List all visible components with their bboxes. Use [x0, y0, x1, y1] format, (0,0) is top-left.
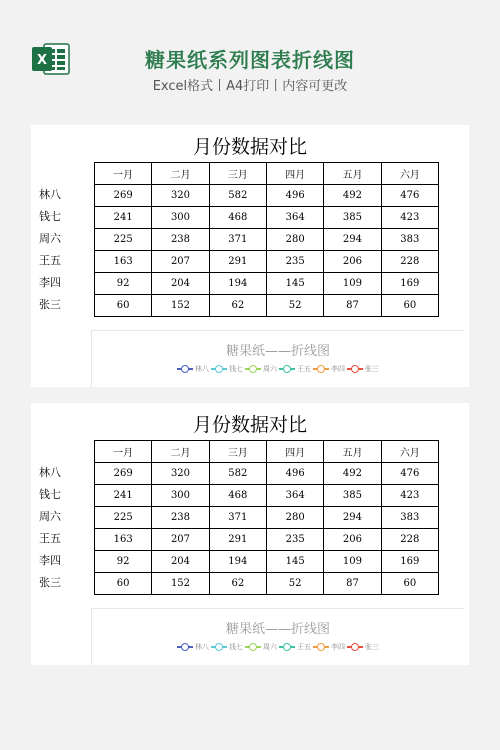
row-label: 王五 — [39, 254, 61, 267]
legend-marker-icon — [245, 646, 261, 648]
month-header: 四月 — [266, 441, 323, 463]
chart-legend — [92, 642, 464, 652]
table-row — [95, 573, 439, 595]
legend-label: 李四 — [331, 643, 345, 651]
table-cell: 228 — [381, 251, 438, 273]
sheet-title: 月份数据对比 — [192, 136, 307, 158]
table-cell: 194 — [209, 551, 266, 573]
page-header — [0, 0, 500, 110]
data-sheet — [31, 403, 469, 665]
table-cell: 228 — [381, 529, 438, 551]
month-header: 六月 — [381, 441, 438, 463]
table-cell: 582 — [209, 185, 266, 207]
legend-marker-icon — [211, 368, 227, 370]
legend-marker-icon — [313, 646, 329, 648]
row-label: 周六 — [39, 232, 61, 245]
table-cell: 300 — [152, 207, 209, 229]
legend-marker-icon — [177, 368, 193, 370]
legend-item — [313, 364, 345, 374]
legend-dot-icon — [249, 643, 257, 651]
table-cell: 204 — [152, 551, 209, 573]
chart-title: 糖果纸——折线图 — [225, 622, 330, 637]
row-label: 张三 — [39, 298, 61, 311]
table-cell: 87 — [324, 295, 381, 317]
table-cell: 207 — [152, 529, 209, 551]
table-cell: 468 — [209, 207, 266, 229]
legend-marker-icon — [347, 368, 363, 370]
legend-dot-icon — [317, 365, 325, 373]
legend-label: 林八 — [195, 643, 209, 651]
month-header: 六月 — [381, 163, 438, 185]
table-row — [95, 251, 439, 273]
table-cell: 206 — [324, 529, 381, 551]
table-cell: 383 — [381, 229, 438, 251]
table-cell: 383 — [381, 507, 438, 529]
legend-label: 钱七 — [229, 365, 243, 373]
legend-dot-icon — [351, 365, 359, 373]
row-label: 林八 — [39, 466, 61, 479]
table-cell: 204 — [152, 273, 209, 295]
month-header: 二月 — [152, 163, 209, 185]
legend-marker-icon — [177, 646, 193, 648]
table-cell: 291 — [209, 251, 266, 273]
table-cell: 476 — [381, 463, 438, 485]
legend-marker-icon — [279, 368, 295, 370]
table-cell: 194 — [209, 273, 266, 295]
table-cell: 87 — [324, 573, 381, 595]
legend-label: 周六 — [263, 643, 277, 651]
table-cell: 92 — [95, 551, 152, 573]
legend-marker-icon — [313, 368, 329, 370]
month-header: 一月 — [95, 441, 152, 463]
legend-item — [245, 642, 277, 652]
data-sheet — [31, 125, 469, 387]
legend-item — [245, 364, 277, 374]
table-header-row — [95, 441, 439, 463]
table-row — [95, 295, 439, 317]
legend-item — [211, 642, 243, 652]
line-chart — [91, 330, 464, 387]
legend-item — [279, 364, 311, 374]
table-cell: 145 — [266, 273, 323, 295]
table-row — [95, 529, 439, 551]
legend-label: 林八 — [195, 365, 209, 373]
table-row — [95, 485, 439, 507]
row-label: 林八 — [39, 188, 61, 201]
table-cell: 152 — [152, 573, 209, 595]
page-subtitle: Excel格式丨A4打印丨内容可更改 — [152, 79, 348, 94]
table-cell: 60 — [381, 573, 438, 595]
legend-item — [177, 642, 209, 652]
table-cell: 235 — [266, 529, 323, 551]
data-table — [94, 440, 439, 595]
table-cell: 60 — [381, 295, 438, 317]
legend-dot-icon — [215, 643, 223, 651]
legend-dot-icon — [283, 643, 291, 651]
table-cell: 496 — [266, 185, 323, 207]
table-cell: 52 — [266, 573, 323, 595]
page-title: 糖果纸系列图表折线图 — [145, 48, 355, 72]
month-header: 二月 — [152, 441, 209, 463]
table-row — [95, 229, 439, 251]
month-header: 五月 — [324, 441, 381, 463]
svg-text:X: X — [36, 53, 48, 68]
table-cell: 371 — [209, 229, 266, 251]
table-cell: 207 — [152, 251, 209, 273]
legend-dot-icon — [283, 365, 291, 373]
row-label: 周六 — [39, 510, 61, 523]
legend-label: 李四 — [331, 365, 345, 373]
legend-label: 张三 — [365, 365, 379, 373]
line-chart — [91, 608, 464, 665]
month-header: 五月 — [324, 163, 381, 185]
table-row — [95, 507, 439, 529]
table-cell: 280 — [266, 507, 323, 529]
table-cell: 225 — [95, 507, 152, 529]
legend-dot-icon — [351, 643, 359, 651]
table-cell: 169 — [381, 273, 438, 295]
table-cell: 492 — [324, 463, 381, 485]
table-cell: 241 — [95, 485, 152, 507]
month-header: 三月 — [209, 441, 266, 463]
legend-label: 王五 — [297, 643, 311, 651]
table-cell: 280 — [266, 229, 323, 251]
table-cell: 320 — [152, 185, 209, 207]
legend-marker-icon — [245, 368, 261, 370]
table-cell: 145 — [266, 551, 323, 573]
table-cell: 423 — [381, 485, 438, 507]
table-cell: 225 — [95, 229, 152, 251]
table-row — [95, 551, 439, 573]
table-cell: 52 — [266, 295, 323, 317]
table-cell: 235 — [266, 251, 323, 273]
table-cell: 364 — [266, 485, 323, 507]
table-cell: 468 — [209, 485, 266, 507]
table-cell: 385 — [324, 207, 381, 229]
table-cell: 206 — [324, 251, 381, 273]
data-table — [94, 162, 439, 317]
table-cell: 371 — [209, 507, 266, 529]
table-cell: 269 — [95, 185, 152, 207]
table-cell: 60 — [95, 295, 152, 317]
table-cell: 238 — [152, 229, 209, 251]
legend-marker-icon — [347, 646, 363, 648]
legend-label: 王五 — [297, 365, 311, 373]
table-cell: 60 — [95, 573, 152, 595]
chart-legend — [92, 364, 464, 374]
table-row — [95, 273, 439, 295]
table-cell: 300 — [152, 485, 209, 507]
legend-item — [211, 364, 243, 374]
legend-dot-icon — [317, 643, 325, 651]
month-header: 一月 — [95, 163, 152, 185]
month-header: 三月 — [209, 163, 266, 185]
table-cell: 241 — [95, 207, 152, 229]
table-cell: 169 — [381, 551, 438, 573]
table-cell: 385 — [324, 485, 381, 507]
table-cell: 423 — [381, 207, 438, 229]
row-label: 钱七 — [39, 488, 61, 501]
legend-label: 张三 — [365, 643, 379, 651]
legend-label: 钱七 — [229, 643, 243, 651]
table-cell: 109 — [324, 273, 381, 295]
legend-dot-icon — [249, 365, 257, 373]
table-header-row — [95, 163, 439, 185]
row-label: 钱七 — [39, 210, 61, 223]
table-row — [95, 463, 439, 485]
legend-item — [279, 642, 311, 652]
legend-label: 周六 — [263, 365, 277, 373]
row-label: 张三 — [39, 576, 61, 589]
row-label: 李四 — [39, 276, 61, 289]
table-cell: 269 — [95, 463, 152, 485]
table-row — [95, 207, 439, 229]
row-label: 王五 — [39, 532, 61, 545]
table-cell: 62 — [209, 295, 266, 317]
legend-item — [347, 364, 379, 374]
legend-dot-icon — [215, 365, 223, 373]
table-cell: 294 — [324, 229, 381, 251]
table-cell: 496 — [266, 463, 323, 485]
month-header: 四月 — [266, 163, 323, 185]
table-cell: 476 — [381, 185, 438, 207]
table-cell: 92 — [95, 273, 152, 295]
table-cell: 152 — [152, 295, 209, 317]
table-cell: 62 — [209, 573, 266, 595]
legend-dot-icon — [181, 365, 189, 373]
table-cell: 109 — [324, 551, 381, 573]
row-label: 李四 — [39, 554, 61, 567]
table-row — [95, 185, 439, 207]
legend-dot-icon — [181, 643, 189, 651]
table-cell: 163 — [95, 251, 152, 273]
chart-title: 糖果纸——折线图 — [225, 344, 330, 359]
table-cell: 492 — [324, 185, 381, 207]
legend-item — [177, 364, 209, 374]
table-cell: 364 — [266, 207, 323, 229]
legend-marker-icon — [279, 646, 295, 648]
legend-item — [313, 642, 345, 652]
table-cell: 320 — [152, 463, 209, 485]
table-cell: 294 — [324, 507, 381, 529]
legend-item — [347, 642, 379, 652]
table-cell: 582 — [209, 463, 266, 485]
legend-marker-icon — [211, 646, 227, 648]
table-cell: 238 — [152, 507, 209, 529]
table-cell: 163 — [95, 529, 152, 551]
table-cell: 291 — [209, 529, 266, 551]
sheet-title: 月份数据对比 — [192, 414, 307, 436]
